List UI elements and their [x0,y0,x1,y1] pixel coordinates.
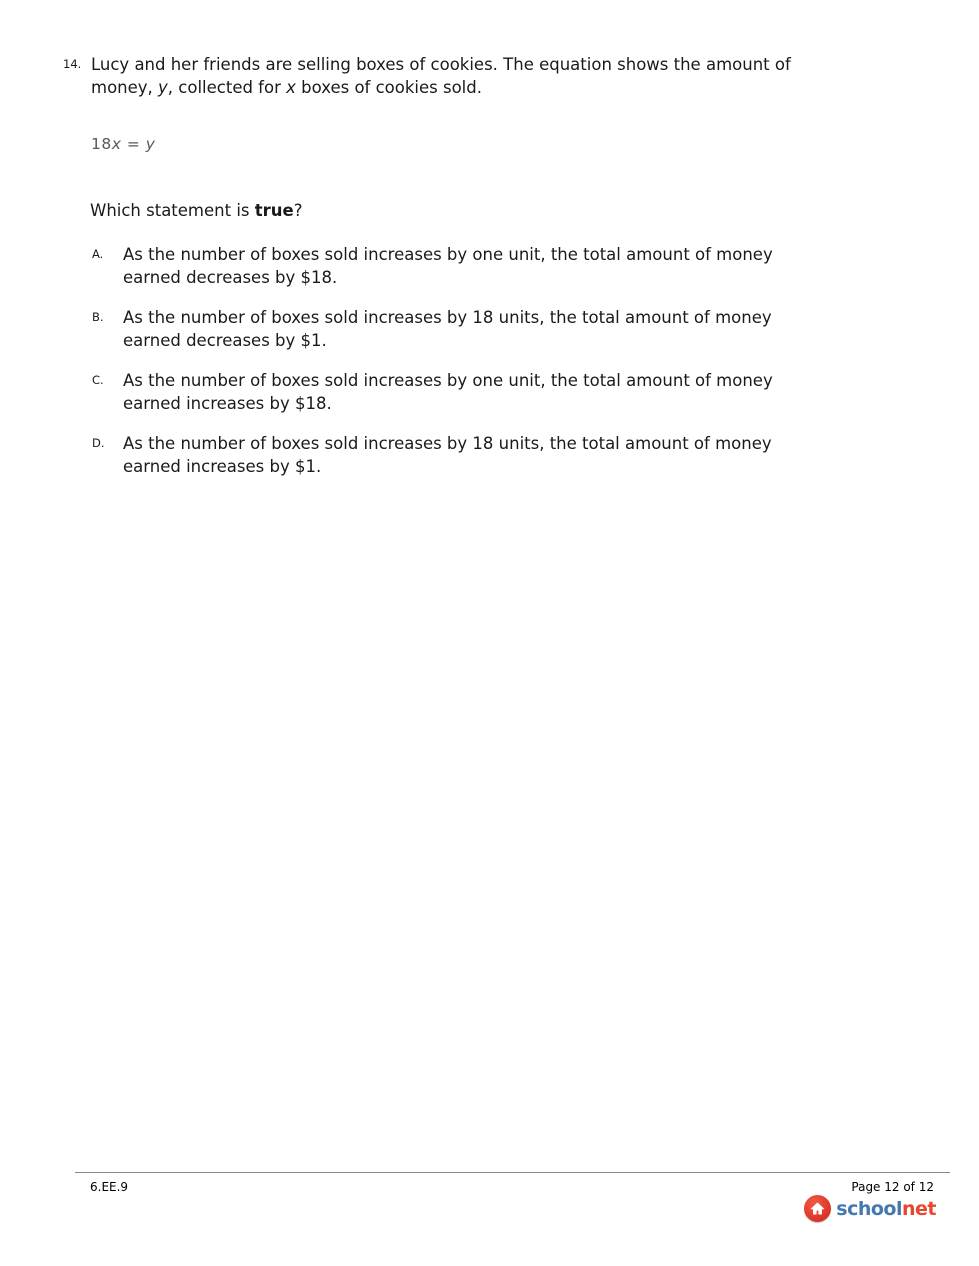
question-prompt [90,199,979,222]
logo-text-school: school [836,1197,902,1220]
option-text: As the number of boxes sold increases by one unit, the total amount of money earned increases by $18. [123,371,773,413]
variable-y: y [158,78,168,97]
equation [91,135,979,153]
variable-x: x [286,78,296,97]
standard-code: 6.EE.9 [90,1180,129,1194]
equation-equals-sign: = [121,135,146,153]
equation-variable-y: y [145,135,156,153]
equation-variable-x: x [111,135,122,153]
option-d [92,432,979,478]
option-c [92,369,979,415]
question-text [91,53,826,99]
question-number: 14. [63,57,82,71]
question-row [0,53,979,99]
option-letter: B. [92,310,104,324]
question-text-part: Lucy and her friends are selling boxes of cookies. The equation shows the amount of money, [91,55,791,97]
option-text: As the number of boxes sold increases by 18 units, the total amount of money earned decreases by $1. [123,308,772,350]
footer-text-row [75,1173,950,1194]
prompt-text-part: ? [293,201,303,220]
logo-text-net: net [902,1197,936,1220]
option-letter: A. [92,247,104,261]
page-indicator: Page 12 of 12 [851,1180,934,1194]
question-text-part: , collected for [167,78,287,97]
equation-coefficient: 18 [91,135,112,153]
option-letter: D. [92,436,105,450]
option-text: As the number of boxes sold increases by 18 units, the total amount of money earned increases by $1. [123,434,772,476]
schoolnet-logo [75,1195,950,1222]
prompt-text-part: Which statement is [90,201,255,220]
option-letter: C. [92,373,104,387]
prompt-bold-word: true [254,201,294,220]
question-text-part: boxes of cookies sold. [295,78,482,97]
page-footer [75,1172,950,1222]
option-b [92,306,979,352]
option-a [92,243,979,289]
option-text: As the number of boxes sold increases by one unit, the total amount of money earned decreases by $18. [123,245,773,287]
options-list [92,243,979,478]
question-block [0,0,979,478]
home-icon [804,1195,831,1222]
